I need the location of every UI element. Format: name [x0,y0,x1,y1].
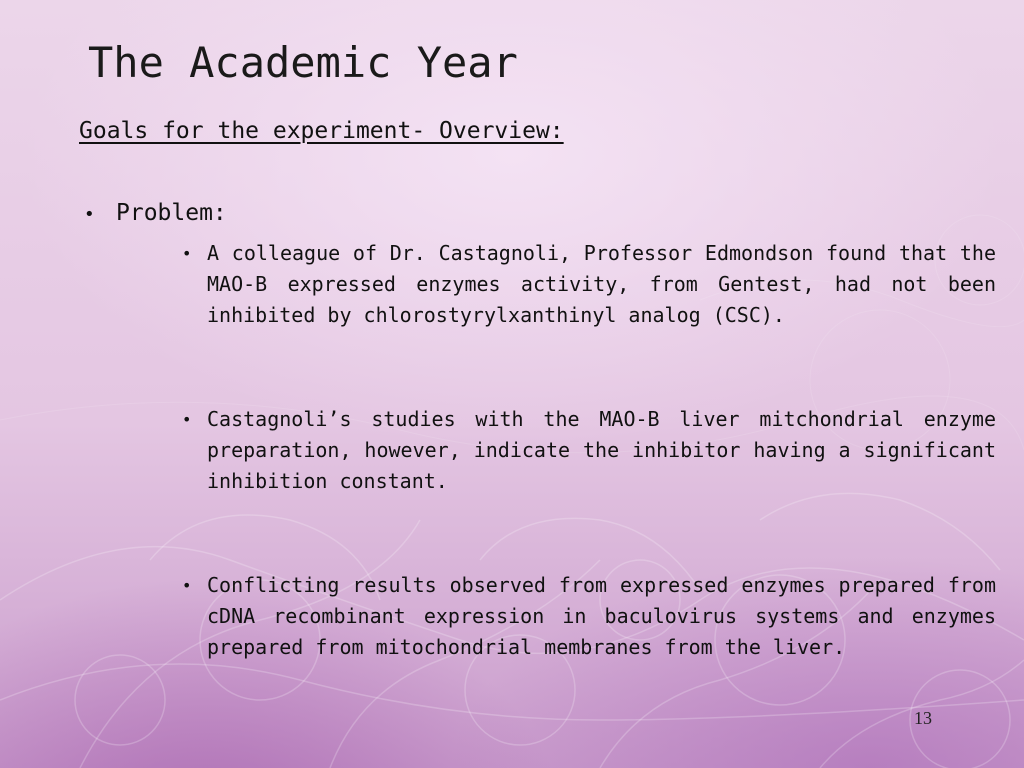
list-item-text: A colleague of Dr. Castagnoli, Professor Edmondson found that the MAO-B expressed enzymes activity, from Gentest, had not been inhibited by chlorostyrylxanthinyl analog (CSC). [207,241,996,327]
problem-heading [84,200,227,226]
list-item-text: Castagnoli’s studies with the MAO-B liver mitchondrial enzyme preparation, however, indicate the inhibitor having a significant inhibition constant. [207,407,996,493]
list-item [182,570,996,663]
problem-label: Problem: [116,200,227,226]
list-item [182,238,996,331]
list-item-text: Conflicting results observed from expressed enzymes prepared from cDNA recombinant expression in baculovirus systems and enzymes prepared from mitochondrial membranes from the liver. [207,573,996,659]
page-number: 13 [914,708,932,728]
list-item [182,404,996,497]
bullet-glyph: • [84,204,95,225]
slide-subtitle: Goals for the experiment- Overview: [79,118,564,144]
bullet-glyph: • [182,576,192,595]
bullet-glyph: • [182,244,192,263]
bullet-glyph: • [182,410,192,429]
slide-title: The Academic Year [88,38,518,87]
